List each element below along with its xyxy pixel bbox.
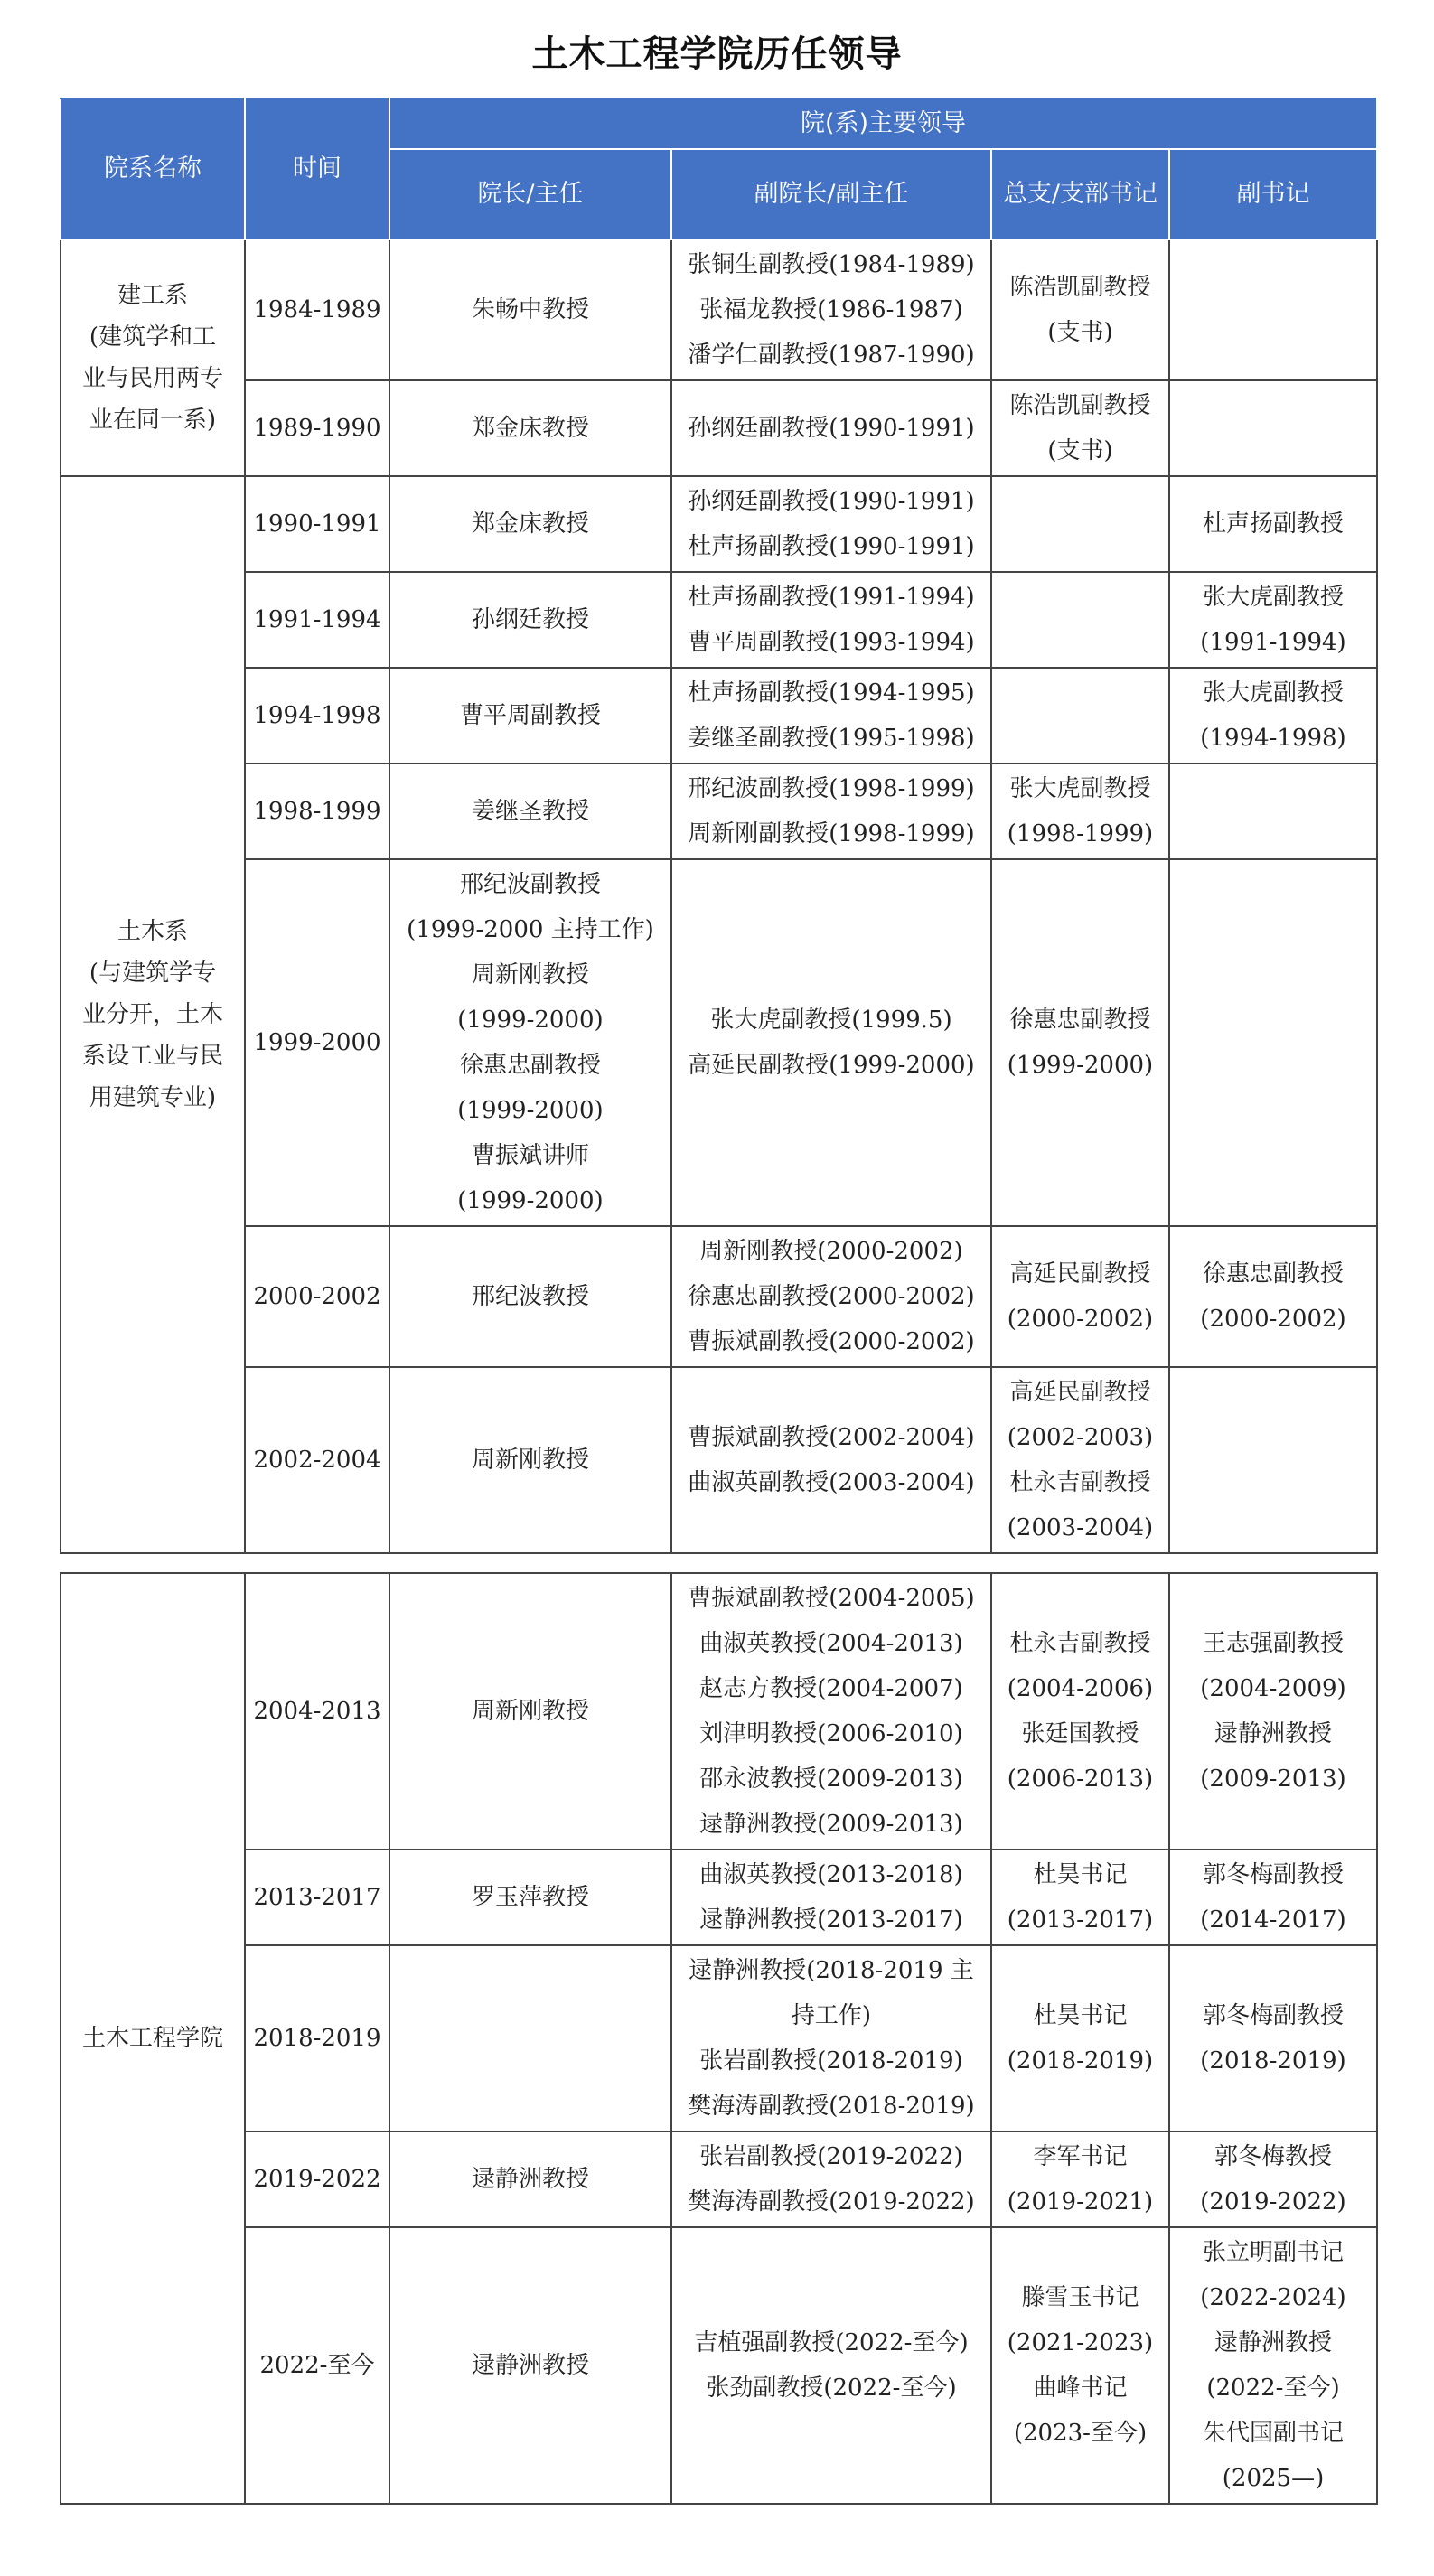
- vice-secretary-cell-line: (2022-2024): [1200, 2284, 1346, 2311]
- secretary-cell-line: 滕雪玉书记: [1021, 2284, 1139, 2311]
- table-row: [61, 239, 1377, 380]
- vice-dean-cell-line: 张福龙教授(1986-1987): [699, 296, 963, 323]
- dean-cell: [389, 2131, 671, 2227]
- vice-secretary-cell-line: (2009-2013): [1200, 1766, 1346, 1793]
- secretary-cell-line: 张大虎副教授: [1009, 775, 1151, 802]
- secretary-cell-line: (2003-2004): [1007, 1514, 1154, 1541]
- time-cell: 1990-1991: [245, 476, 389, 572]
- vice-secretary-cell: [1169, 239, 1377, 380]
- vice-dean-cell-line: 杜声扬副教授(1994-1995): [688, 679, 975, 707]
- vice-dean-cell-line: 周新刚教授(2000-2002): [699, 1238, 963, 1265]
- dean-cell-line: (1999-2000 主持工作): [407, 916, 654, 943]
- vice-secretary-cell-line: 张大虎副教授: [1203, 679, 1345, 707]
- header-dept: 院系名称: [61, 98, 245, 239]
- vice-dean-cell: [671, 2131, 991, 2227]
- header-vice-secretary: 副书记: [1169, 149, 1377, 239]
- secretary-cell: [991, 668, 1169, 763]
- vice-dean-cell: [671, 1573, 991, 1850]
- secretary-cell: [991, 2131, 1169, 2227]
- secretary-cell-line: 高延民副教授: [1009, 1379, 1151, 1406]
- vice-secretary-cell-line: (2018-2019): [1200, 2047, 1346, 2075]
- time-cell: 2002-2004: [245, 1367, 389, 1553]
- vice-dean-cell: [671, 1850, 991, 1945]
- vice-secretary-cell: [1169, 1226, 1377, 1367]
- table-body-part-1: [61, 239, 1377, 1553]
- secretary-cell-line: 曲峰书记: [1033, 2375, 1128, 2402]
- vice-dean-cell: [671, 476, 991, 572]
- vice-dean-cell-line: 邢纪波副教授(1998-1999): [688, 775, 975, 802]
- vice-dean-cell-line: 赵志方教授(2004-2007): [699, 1675, 963, 1702]
- time-cell: 1984-1989: [245, 239, 389, 380]
- dept-name-cell-line: 建工系: [117, 282, 188, 309]
- vice-dean-cell-line: 曹振斌副教授(2004-2005): [688, 1585, 975, 1612]
- dean-cell: [389, 763, 671, 859]
- vice-secretary-cell: [1169, 1945, 1377, 2131]
- secretary-cell-line: (1998-1999): [1007, 820, 1154, 848]
- table-row: [61, 380, 1377, 476]
- vice-dean-cell-line: 张大虎副教授(1999.5): [710, 1007, 952, 1034]
- vice-secretary-cell: [1169, 572, 1377, 668]
- vice-secretary-cell: [1169, 763, 1377, 859]
- dept-name-cell-line: 土木系: [117, 918, 188, 945]
- dean-cell-line: 周新刚教授: [471, 1698, 589, 1725]
- dean-cell-line: 曹振斌讲师: [471, 1142, 589, 1169]
- header-secretary: 总支/支部书记: [991, 149, 1169, 239]
- secretary-cell-line: (2021-2023): [1007, 2329, 1154, 2356]
- table-row: [61, 2227, 1377, 2504]
- vice-secretary-cell: [1169, 1573, 1377, 1850]
- vice-secretary-cell-line: (2022-至今): [1206, 2375, 1340, 2402]
- vice-dean-cell-line: 持工作): [791, 2002, 872, 2029]
- vice-dean-cell-line: 周新刚副教授(1998-1999): [688, 820, 975, 848]
- vice-secretary-cell-line: 张立明副书记: [1202, 2239, 1344, 2266]
- vice-dean-cell-line: 杜声扬副教授(1990-1991): [688, 533, 975, 560]
- dean-cell: [389, 2227, 671, 2504]
- secretary-cell: [991, 1945, 1169, 2131]
- secretary-cell-line: (2000-2002): [1007, 1306, 1154, 1333]
- table-row: [61, 1226, 1377, 1367]
- secretary-cell: [991, 1226, 1169, 1367]
- dean-cell: [389, 668, 671, 763]
- vice-dean-cell-line: 潘学仁副教授(1987-1990): [688, 342, 975, 369]
- vice-secretary-cell-line: (1991-1994): [1200, 629, 1346, 656]
- dept-name-cell-line: (建筑学和工: [89, 323, 217, 351]
- dept-name-cell-line: 土木工程学院: [81, 2025, 223, 2052]
- vice-dean-cell: [671, 2227, 991, 2504]
- secretary-cell-line: (2013-2017): [1007, 1906, 1154, 1934]
- secretary-cell: [991, 1367, 1169, 1553]
- table-row: [61, 763, 1377, 859]
- vice-dean-cell: [671, 1226, 991, 1367]
- dean-cell: [389, 1945, 671, 2131]
- secretary-cell-line: 杜永吉副教授: [1009, 1630, 1151, 1657]
- table-row: [61, 2131, 1377, 2227]
- secretary-cell-line: (2002-2003): [1007, 1424, 1154, 1451]
- secretary-cell-line: (2006-2013): [1007, 1766, 1154, 1793]
- dept-name-cell-line: 业在同一系): [89, 407, 217, 434]
- dean-cell-line: 孙纲廷教授: [471, 606, 589, 633]
- dean-cell: [389, 572, 671, 668]
- time-cell: 2018-2019: [245, 1945, 389, 2131]
- header-leaders: 院(系)主要领导: [389, 98, 1377, 149]
- dean-cell-line: (1999-2000): [457, 1007, 604, 1034]
- dept-name-cell: [61, 476, 245, 1553]
- time-cell: 1999-2000: [245, 859, 389, 1226]
- vice-secretary-cell: [1169, 668, 1377, 763]
- dept-name-cell: [61, 1573, 245, 2504]
- secretary-cell: [991, 380, 1169, 476]
- vice-secretary-cell-line: 徐惠忠副教授: [1203, 1260, 1345, 1288]
- vice-dean-cell: [671, 859, 991, 1226]
- vice-dean-cell-line: 曹平周副教授(1993-1994): [688, 629, 975, 656]
- time-cell: 2004-2013: [245, 1573, 389, 1850]
- dean-cell: [389, 859, 671, 1226]
- time-cell: 2022-至今: [245, 2227, 389, 2504]
- vice-secretary-cell-line: 杜声扬副教授: [1203, 511, 1345, 538]
- secretary-cell-line: (1999-2000): [1007, 1052, 1154, 1079]
- vice-secretary-cell-line: 王志强副教授: [1202, 1630, 1344, 1657]
- vice-secretary-cell: [1169, 1850, 1377, 1945]
- table-row: [61, 1945, 1377, 2131]
- vice-secretary-cell: [1169, 2131, 1377, 2227]
- page-title: 土木工程学院历任领导: [531, 33, 903, 75]
- secretary-cell-line: (支书): [1047, 319, 1113, 346]
- secretary-cell-line: 陈浩凯副教授: [1009, 392, 1151, 419]
- dean-cell-line: 郑金床教授: [471, 415, 589, 442]
- vice-secretary-cell-line: (2019-2022): [1200, 2188, 1346, 2215]
- leaders-table-part-1: [60, 98, 1378, 1554]
- secretary-cell-line: 张廷国教授: [1021, 1720, 1139, 1747]
- dean-cell-line: 徐惠忠副教授: [459, 1052, 601, 1079]
- vice-secretary-cell: [1169, 380, 1377, 476]
- vice-dean-cell-line: 孙纲廷副教授(1990-1991): [688, 415, 975, 442]
- dean-cell-line: (1999-2000): [457, 1097, 604, 1124]
- vice-dean-cell-line: 樊海涛副教授(2019-2022): [688, 2188, 975, 2215]
- vice-secretary-cell-line: 张大虎副教授: [1203, 584, 1345, 611]
- secretary-cell-line: 杜昊书记: [1033, 2002, 1128, 2029]
- dept-name-cell-line: 系设工业与民: [81, 1043, 223, 1070]
- dean-cell: [389, 380, 671, 476]
- dept-name-cell-line: 业与民用两专: [81, 365, 223, 392]
- dean-cell: [389, 1367, 671, 1553]
- dean-cell-line: 周新刚教授: [471, 1447, 589, 1474]
- secretary-cell-line: (2004-2006): [1007, 1675, 1154, 1702]
- dept-name-cell-line: (与建筑学专: [89, 960, 217, 987]
- vice-dean-cell-line: 邵永波教授(2009-2013): [699, 1766, 963, 1793]
- time-cell: 2000-2002: [245, 1226, 389, 1367]
- vice-dean-cell: [671, 668, 991, 763]
- header-dean: 院长/主任: [389, 149, 671, 239]
- dean-cell: [389, 1573, 671, 1850]
- secretary-cell-line: 高延民副教授: [1009, 1260, 1151, 1288]
- vice-dean-cell: [671, 380, 991, 476]
- dean-cell-line: 郑金床教授: [471, 511, 589, 538]
- table-row: [61, 1573, 1377, 1850]
- vice-dean-cell-line: 高延民副教授(1999-2000): [688, 1052, 975, 1079]
- vice-secretary-cell-line: (2025—): [1222, 2465, 1325, 2492]
- dean-cell: [389, 1850, 671, 1945]
- vice-secretary-cell-line: 朱代国副书记: [1202, 2420, 1344, 2447]
- table-row: [61, 476, 1377, 572]
- vice-dean-cell-line: 逯静洲教授(2018-2019 主: [689, 1957, 974, 1984]
- dean-cell-line: 朱畅中教授: [471, 296, 589, 323]
- secretary-cell-line: (支书): [1047, 437, 1113, 464]
- dept-name-cell-line: 业分开，土木: [81, 1001, 223, 1028]
- vice-secretary-cell-line: (2004-2009): [1200, 1675, 1346, 1702]
- vice-dean-cell-line: 曲淑英教授(2004-2013): [699, 1630, 963, 1657]
- vice-secretary-cell-line: (2000-2002): [1200, 1306, 1346, 1333]
- dean-cell-line: 逯静洲教授: [471, 2166, 589, 2193]
- vice-secretary-cell: [1169, 476, 1377, 572]
- dean-cell-line: 罗玉萍教授: [471, 1884, 589, 1911]
- vice-secretary-cell-line: 郭冬梅副教授: [1202, 1861, 1344, 1888]
- dean-cell-line: 周新刚教授: [471, 961, 589, 988]
- vice-dean-cell-line: 孙纲廷副教授(1990-1991): [688, 488, 975, 515]
- vice-secretary-cell-line: (1994-1998): [1200, 725, 1346, 752]
- vice-dean-cell-line: 徐惠忠副教授(2000-2002): [688, 1283, 975, 1310]
- secretary-cell: [991, 2227, 1169, 2504]
- secretary-cell: [991, 763, 1169, 859]
- secretary-cell: [991, 239, 1169, 380]
- vice-dean-cell-line: 张劲副教授(2022-至今): [706, 2375, 957, 2402]
- secretary-cell: [991, 1850, 1169, 1945]
- secretary-cell-line: (2023-至今): [1013, 2420, 1148, 2447]
- vice-dean-cell-line: 张岩副教授(2019-2022): [699, 2143, 963, 2170]
- leaders-table-part-2: [60, 1572, 1378, 2505]
- dean-cell: [389, 476, 671, 572]
- secretary-cell: [991, 1573, 1169, 1850]
- vice-dean-cell: [671, 1367, 991, 1553]
- table-row: [61, 668, 1377, 763]
- secretary-cell-line: 陈浩凯副教授: [1009, 274, 1151, 301]
- vice-secretary-cell-line: 郭冬梅副教授: [1202, 2002, 1344, 2029]
- time-cell: 2019-2022: [245, 2131, 389, 2227]
- vice-dean-cell: [671, 763, 991, 859]
- vice-dean-cell: [671, 239, 991, 380]
- vice-secretary-cell-line: 逯静洲教授: [1214, 1720, 1332, 1747]
- secretary-cell-line: 徐惠忠副教授: [1009, 1007, 1151, 1034]
- vice-dean-cell-line: 张岩副教授(2018-2019): [699, 2047, 963, 2075]
- secretary-cell: [991, 476, 1169, 572]
- secretary-cell-line: (2019-2021): [1007, 2188, 1154, 2215]
- secretary-cell: [991, 859, 1169, 1226]
- dean-cell: [389, 1226, 671, 1367]
- secretary-cell-line: 杜永吉副教授: [1009, 1469, 1151, 1496]
- vice-dean-cell-line: 樊海涛副教授(2018-2019): [688, 2093, 975, 2120]
- vice-secretary-cell-line: 郭冬梅教授: [1214, 2143, 1332, 2170]
- vice-dean-cell-line: 曹振斌副教授(2002-2004): [688, 1424, 975, 1451]
- vice-dean-cell-line: 曲淑英教授(2013-2018): [699, 1861, 963, 1888]
- table-row: [61, 1850, 1377, 1945]
- secretary-cell-line: (2018-2019): [1007, 2047, 1154, 2075]
- dean-cell: [389, 239, 671, 380]
- table-row: [61, 1367, 1377, 1553]
- secretary-cell: [991, 572, 1169, 668]
- vice-dean-cell-line: 姜继圣副教授(1995-1998): [688, 725, 975, 752]
- vice-dean-cell-line: 刘津明教授(2006-2010): [699, 1720, 963, 1747]
- vice-dean-cell-line: 杜声扬副教授(1991-1994): [688, 584, 975, 611]
- vice-dean-cell-line: 曹振斌副教授(2000-2002): [688, 1328, 975, 1355]
- secretary-cell-line: 杜昊书记: [1033, 1861, 1128, 1888]
- dean-cell-line: 曹平周副教授: [459, 702, 601, 729]
- vice-dean-cell-line: 吉植强副教授(2022-至今): [694, 2329, 969, 2356]
- vice-secretary-cell: [1169, 1367, 1377, 1553]
- time-cell: 1994-1998: [245, 668, 389, 763]
- dean-cell-line: 逯静洲教授: [471, 2352, 589, 2379]
- time-cell: 1998-1999: [245, 763, 389, 859]
- vice-dean-cell-line: 张铜生副教授(1984-1989): [688, 251, 975, 278]
- vice-dean-cell-line: 逯静洲教授(2013-2017): [699, 1906, 963, 1934]
- dean-cell-line: 姜继圣教授: [471, 798, 589, 825]
- vice-dean-cell: [671, 572, 991, 668]
- header-vice-dean: 副院长/副主任: [671, 149, 991, 239]
- header-time: 时间: [245, 98, 389, 239]
- vice-secretary-cell: [1169, 859, 1377, 1226]
- vice-secretary-cell-line: 逯静洲教授: [1214, 2329, 1332, 2356]
- dean-cell-line: 邢纪波教授: [471, 1283, 589, 1310]
- vice-dean-cell-line: 曲淑英副教授(2003-2004): [688, 1469, 975, 1496]
- secretary-cell-line: 李军书记: [1033, 2143, 1128, 2170]
- table-body-part-2: [61, 1573, 1377, 2504]
- vice-secretary-cell-line: (2014-2017): [1200, 1906, 1346, 1934]
- dean-cell-line: 邢纪波副教授: [459, 871, 601, 898]
- time-cell: 2013-2017: [245, 1850, 389, 1945]
- time-cell: 1989-1990: [245, 380, 389, 476]
- dean-cell-line: (1999-2000): [457, 1187, 604, 1214]
- vice-secretary-cell: [1169, 2227, 1377, 2504]
- dept-name-cell-line: 用建筑专业): [89, 1084, 217, 1111]
- vice-dean-cell-line: 逯静洲教授(2009-2013): [699, 1811, 963, 1838]
- table-row: [61, 572, 1377, 668]
- time-cell: 1991-1994: [245, 572, 389, 668]
- dept-name-cell: [61, 239, 245, 476]
- table-row: [61, 859, 1377, 1226]
- vice-dean-cell: [671, 1945, 991, 2131]
